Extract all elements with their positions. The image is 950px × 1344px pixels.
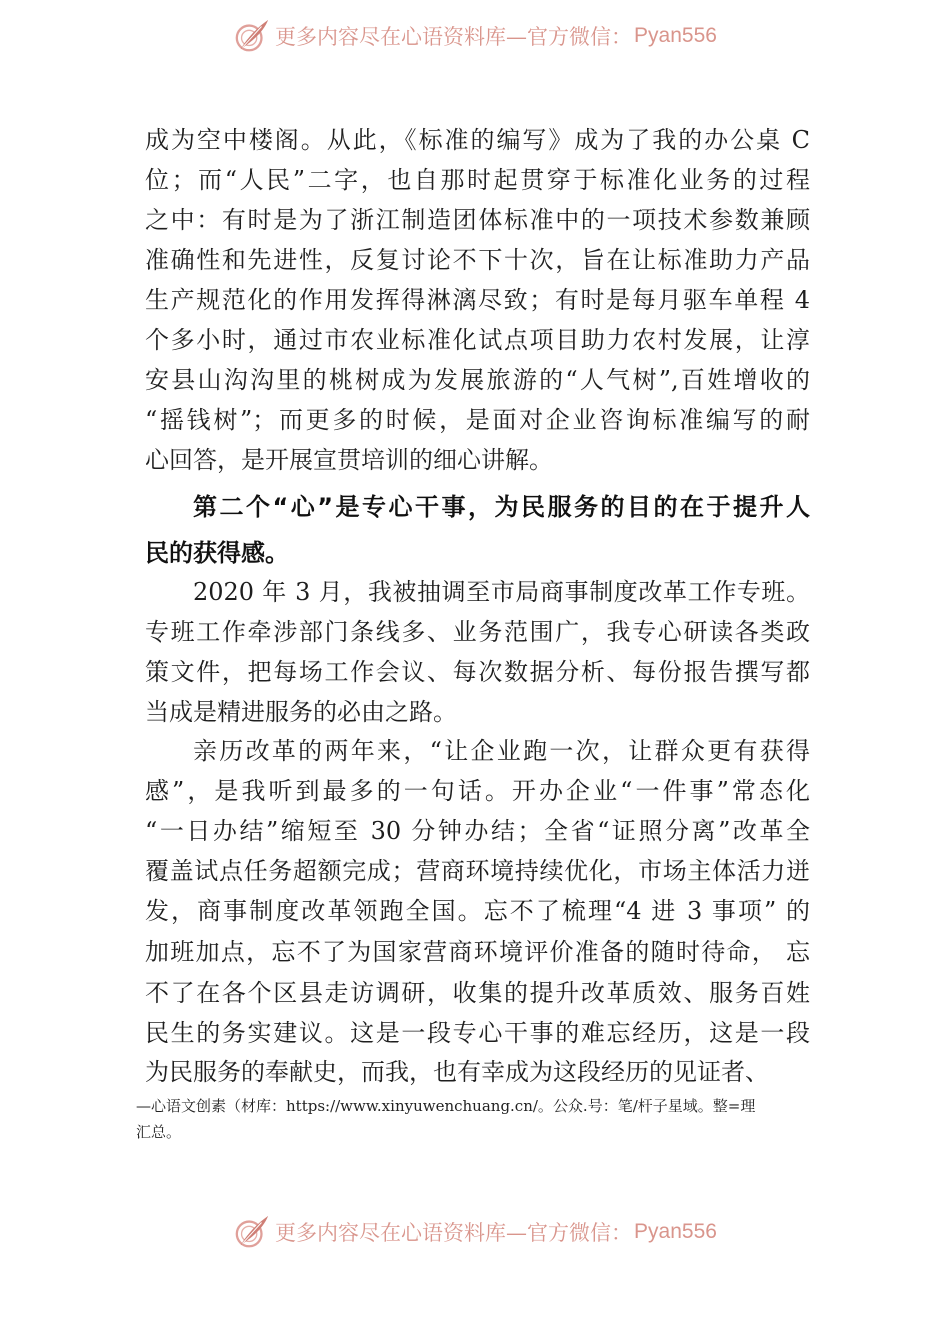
text-line: 民生的务实建议。这是一段专心干事的难忘经历，这是一段 <box>145 1019 810 1047</box>
quill-logo-icon <box>233 1213 271 1251</box>
text-line: “一日办结”缩短至 30 分钟办结；全省“证照分离”改革全 <box>145 817 810 845</box>
banner-text: 更多内容尽在心语资料库—官方微信： <box>275 1221 633 1245</box>
text-line: 为民服务的奉献史，而我，也有幸成为这段经历的见证者、 <box>145 1058 769 1086</box>
footer-watermark-banner <box>0 1210 950 1254</box>
text-line: 成为空中楼阁。从此，《标准的编写》成为了我的办公桌 C <box>145 126 810 154</box>
text-line: 专班工作牵涉部门条线多、业务范围广，我专心研读各类政 <box>145 618 810 646</box>
text-line: 覆盖试点任务超额完成；营商环境持续优化，市场主体活力迸 <box>145 857 810 885</box>
text-line: 不了在各个区县走访调研，收集的提升改革质效、服务百姓 <box>145 979 810 1007</box>
banner-account: Pyan556 <box>634 24 717 47</box>
text-line: “摇钱树”；而更多的时候，是面对企业咨询标准编写的耐 <box>145 406 810 434</box>
text-line: 策文件，把每场工作会议、每次数据分析、每份报告撰写都 <box>145 658 810 686</box>
text-line: 准确性和先进性，反复讨论不下十次，旨在让标准助力产品 <box>145 246 810 274</box>
text-line: 发，商事制度改革领跑全国。忘不了梳理“4 进 3 事项” 的 <box>145 897 810 925</box>
text-line: 之中：有时是为了浙江制造团体标准中的一项技术参数兼顾 <box>145 206 810 234</box>
text-line: 个多小时，通过市农业标准化试点项目助力农村发展，让淳 <box>145 326 810 354</box>
banner-text: 更多内容尽在心语资料库—官方微信： <box>275 25 633 49</box>
header-watermark-banner <box>0 14 950 58</box>
text-line: 生产规范化的作用发挥得淋漓尽致；有时是每月驱车单程 4 <box>145 286 810 314</box>
text-line: 感”，是我听到最多的一句话。开办企业“一件事”常态化 <box>145 777 810 805</box>
text-line: 安县山沟沟里的桃树成为发展旅游的“人气树”,百姓增收的 <box>145 366 810 394</box>
heading-line: 第二个“心”是专心干事，为民服务的目的在于提升人 <box>193 493 810 521</box>
quill-logo-icon <box>233 17 271 55</box>
banner-account: Pyan556 <box>634 1220 717 1243</box>
footnote-line: —心语文创素（材库：https://www.xinyuwenchuang.cn/。公众.号：笔/杆子星域。整=理 <box>136 1097 756 1115</box>
text-line: 亲历改革的两年来，“让企业跑一次，让群众更有获得 <box>193 737 810 765</box>
text-line: 位；而“人民”二字，也自那时起贯穿于标准化业务的过程 <box>145 166 810 194</box>
text-line: 当成是精进服务的必由之路。 <box>145 698 457 726</box>
heading-line: 民的获得感。 <box>145 539 289 567</box>
text-line: 2020 年 3 月，我被抽调至市局商事制度改革工作专班。 <box>193 578 810 606</box>
text-line: 心回答，是开展宣贯培训的细心讲解。 <box>145 446 553 474</box>
text-line: 加班加点，忘不了为国家营商环境评价准备的随时待命， 忘 <box>145 938 810 966</box>
footnote-line: 汇总。 <box>136 1123 182 1141</box>
